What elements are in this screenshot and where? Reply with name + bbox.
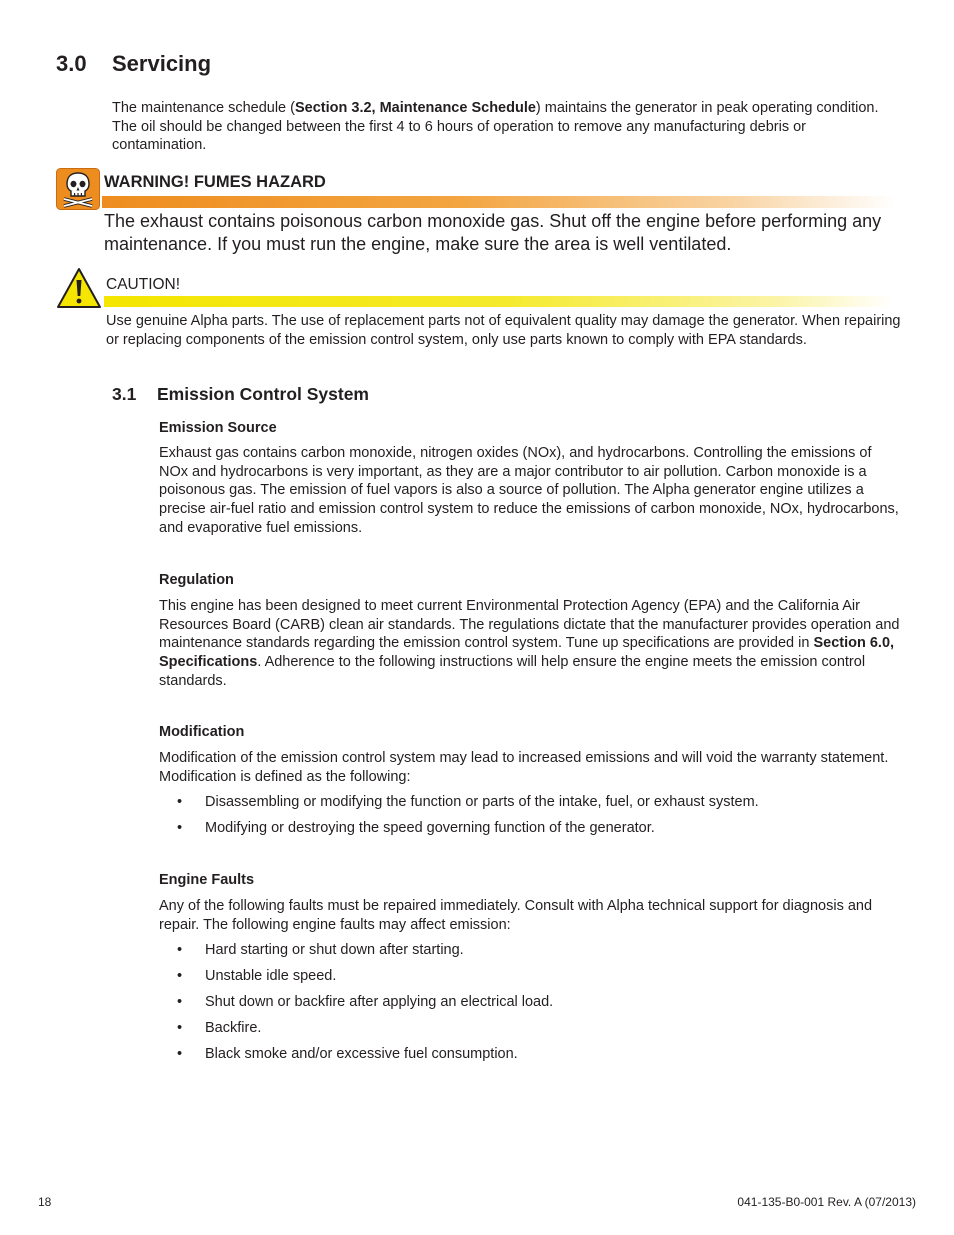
intro-text-after: ) maintains the generator in peak operating condition. The oil should be changed between the first 4 to 6 hours of operation to remove any manufacturing debris or contamination.: [112, 100, 879, 154]
modification-heading: Modification: [159, 724, 245, 740]
engine-faults-list: [159, 941, 904, 1070]
regulation-text-after: . Adherence to the following instructions will help ensure the engine meets the emission control standards.: [159, 654, 866, 689]
list-item: [159, 1019, 904, 1038]
list-item: [159, 793, 904, 812]
intro-text-before: The maintenance schedule (: [112, 100, 295, 116]
intro-paragraph: [112, 99, 902, 155]
caution-title: CAUTION!: [106, 276, 181, 293]
list-item-text: Disassembling or modifying the function or parts of the intake, fuel, or exhaust system.: [205, 794, 759, 810]
regulation-section-ref: Section 6.0, Specifications: [159, 635, 895, 671]
list-item-text: Unstable idle speed.: [205, 967, 337, 984]
document-revision: 041-135-B0-001 Rev. A (07/2013): [737, 1195, 916, 1209]
bullet-glyph: •: [177, 967, 183, 984]
exclamation-triangle-icon: [56, 267, 102, 309]
modification-text: Modification of the emission control system may lead to increased emissions and will void the warranty statement. Modification is defined as the following:: [159, 750, 889, 785]
list-item-text: Shut down or backfire after applying an electrical load.: [205, 993, 554, 1010]
caution-text: Use genuine Alpha parts. The use of replacement parts not of equivalent quality may damage the generator. When repairing or replacing components of the emission control system, only use parts known to comply with EPA standards.: [106, 313, 901, 348]
bullet-glyph: •: [177, 1045, 183, 1062]
bullet-glyph: •: [177, 1019, 183, 1036]
bullet-glyph: •: [177, 993, 183, 1010]
bullet-glyph: •: [177, 819, 183, 836]
section-title: Servicing: [112, 51, 212, 76]
list-item: [159, 941, 904, 960]
list-item-text: Backfire.: [205, 1019, 262, 1036]
list-item-text: Modifying or destroying the speed governing function of the generator.: [205, 819, 655, 836]
regulation-text: [159, 597, 904, 691]
regulation-heading: Regulation: [159, 572, 234, 588]
list-item: [159, 819, 904, 838]
engine-faults-heading: Engine Faults: [159, 872, 255, 888]
regulation-text-before: This engine has been designed to meet current Environmental Protection Agency (EPA) and the California Air Resources Board (CARB) clean air standards. The regulations dictate that the manufacturer provides operation and maintenance standards regarding the emission control system. Tune up specifications are provided in: [159, 598, 900, 652]
caution-bar: [104, 296, 894, 307]
section-number: 3.0: [56, 51, 87, 76]
modification-list: [159, 793, 904, 845]
subsection-title: Emission Control System: [157, 384, 369, 404]
warning-text: The exhaust contains poisonous carbon monoxide gas. Shut off the engine before performing any maintenance. If you must run the engine, make sure the area is well ventilated.: [104, 211, 882, 254]
list-item: [159, 1045, 904, 1064]
warning-bar: [102, 196, 894, 208]
engine-faults-text: Any of the following faults must be repaired immediately. Consult with Alpha technical support for diagnosis and repair. The following engine faults may affect emission:: [159, 898, 873, 933]
emission-source-text: Exhaust gas contains carbon monoxide, nitrogen oxides (NOx), and hydrocarbons. Controlling the emissions of NOx and hydrocarbons is very important, as they are a major contributor to air pollution. Carbon monoxide is a poisonous gas. The emission of fuel vapors is also a source of pollution. The Alpha generator engine utilizes a precise air-fuel ratio and emission control system to reduce the emissions of carbon monoxide, NOx, hydrocarbons, and evaporative fuel emissions.: [159, 445, 899, 536]
emission-source-heading: Emission Source: [159, 420, 277, 436]
intro-section-ref: Section 3.2, Maintenance Schedule: [294, 100, 536, 116]
subsection-number: 3.1: [112, 384, 137, 404]
list-item: [159, 993, 904, 1012]
warning-title: WARNING! FUMES HAZARD: [104, 173, 326, 191]
bullet-glyph: •: [177, 942, 183, 958]
bullet-glyph: •: [177, 794, 183, 810]
skull-crossbones-icon: [56, 168, 100, 210]
list-item-text: Black smoke and/or excessive fuel consumption.: [205, 1045, 518, 1062]
page-number: 18: [38, 1195, 52, 1209]
list-item: [159, 967, 904, 986]
subsection-heading: [112, 384, 369, 405]
list-item-text: Hard starting or shut down after starting.: [205, 942, 464, 958]
section-heading: [56, 51, 211, 77]
